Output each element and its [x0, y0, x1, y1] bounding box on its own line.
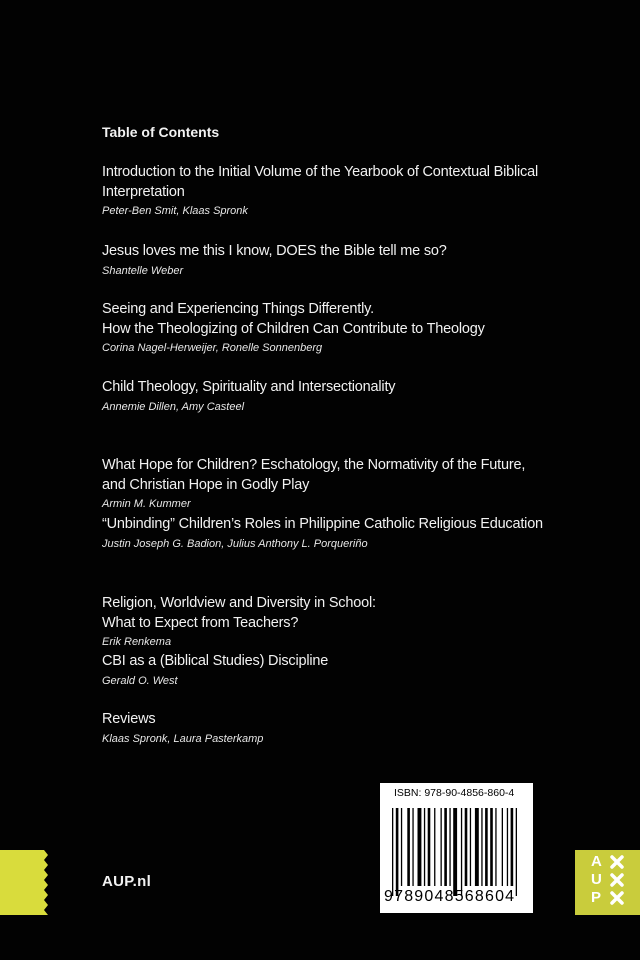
logo-letter: U — [591, 871, 602, 888]
toc-entry-authors: Peter-Ben Smit, Klaas Spronk — [102, 205, 248, 217]
toc-entry — [102, 594, 602, 650]
logo-letter: P — [591, 889, 602, 906]
toc-entry — [102, 652, 602, 689]
barcode-bar — [507, 808, 508, 886]
barcode-bar — [481, 808, 482, 886]
barcode-bar — [444, 808, 447, 886]
toc-entry — [102, 242, 602, 279]
barcode-bar — [475, 808, 479, 886]
barcode-bar — [424, 808, 425, 886]
toc-entry — [102, 163, 602, 219]
toc-entry-title: and Christian Hope in Godly Play — [102, 476, 310, 493]
toc-entry-title: Religion, Worldview and Diversity in School: — [102, 595, 376, 611]
cross-icons — [609, 854, 625, 910]
toc-heading: Table of Contents — [102, 124, 220, 140]
barcode-bar — [485, 808, 488, 886]
toc-entry-title: Jesus loves me this I know, DOES the Bible tell me so? — [102, 243, 447, 259]
yellow-edge-strip — [0, 850, 48, 915]
aup-logo — [575, 850, 640, 915]
barcode-bar — [396, 808, 399, 896]
toc-entry-title: Reviews — [102, 711, 156, 727]
toc-entry — [102, 378, 602, 415]
toc-entry-authors: Klaas Spronk, Laura Pasterkamp — [102, 732, 264, 745]
barcode-bar — [495, 808, 496, 886]
barcode-bar — [461, 808, 462, 896]
toc-entry-authors: Annemie Dillen, Amy Casteel — [102, 400, 245, 413]
toc-entry-authors: Erik Renkema — [102, 636, 172, 648]
barcode-bar — [418, 808, 422, 886]
barcode-bar — [412, 808, 413, 886]
barcode-bar — [511, 808, 514, 886]
toc-entry-title: CBI as a (Biblical Studies) Discipline — [102, 653, 329, 669]
barcode-bar — [470, 808, 471, 886]
barcode-bar — [465, 808, 468, 886]
barcode-bar — [401, 808, 402, 886]
toc-entry-title: How the Theologizing of Children Can Contribute to Theology — [102, 320, 485, 337]
toc-entry-title: Seeing and Experiencing Things Differently. — [102, 301, 374, 317]
barcode-bars — [392, 808, 522, 898]
toc-entry-authors: Corina Nagel-Herweijer, Ronelle Sonnenberg — [102, 342, 323, 354]
publisher-url[interactable]: AUP.nl — [102, 873, 152, 890]
logo-letter: A — [591, 853, 602, 870]
toc-entry-title: Introduction to the Initial Volume of the Yearbook of Contextual Biblical — [102, 164, 538, 180]
barcode-bar — [441, 808, 442, 886]
toc-entry-authors: Armin M. Kummer — [102, 498, 191, 510]
toc-entry-authors: Justin Joseph G. Badion, Julius Anthony L. Porqueriño — [102, 537, 368, 550]
toc-entry-authors: Shantelle Weber — [102, 264, 184, 277]
toc-entry — [102, 710, 602, 747]
toc-entry-title: Interpretation — [102, 183, 185, 200]
toc-entry-title: “Unbinding” Children’s Roles in Philippine Catholic Religious Education — [102, 516, 543, 532]
barcode-bar — [449, 808, 450, 886]
toc-entry-title: Child Theology, Spirituality and Intersectionality — [102, 379, 396, 395]
barcode-bar — [516, 808, 517, 896]
barcode-bar — [392, 808, 393, 896]
barcode-bar — [490, 808, 493, 886]
toc-entry — [102, 515, 602, 552]
barcode-bar — [407, 808, 410, 886]
toc-entry-title: What Hope for Children? Eschatology, the Normativity of the Future, — [102, 457, 526, 473]
ean-number: 9789048568604 — [384, 888, 516, 905]
barcode-bar — [434, 808, 435, 886]
isbn-label: ISBN: 978-90-4856-860-4 — [394, 787, 515, 799]
barcode — [380, 783, 533, 913]
barcode-bar — [453, 808, 457, 896]
barcode-bar — [428, 808, 431, 886]
barcode-bar — [502, 808, 503, 886]
toc-entry-authors: Gerald O. West — [102, 674, 178, 687]
toc-entry-title: What to Expect from Teachers? — [102, 614, 299, 631]
toc-entry — [102, 300, 602, 356]
toc-entry — [102, 456, 602, 512]
